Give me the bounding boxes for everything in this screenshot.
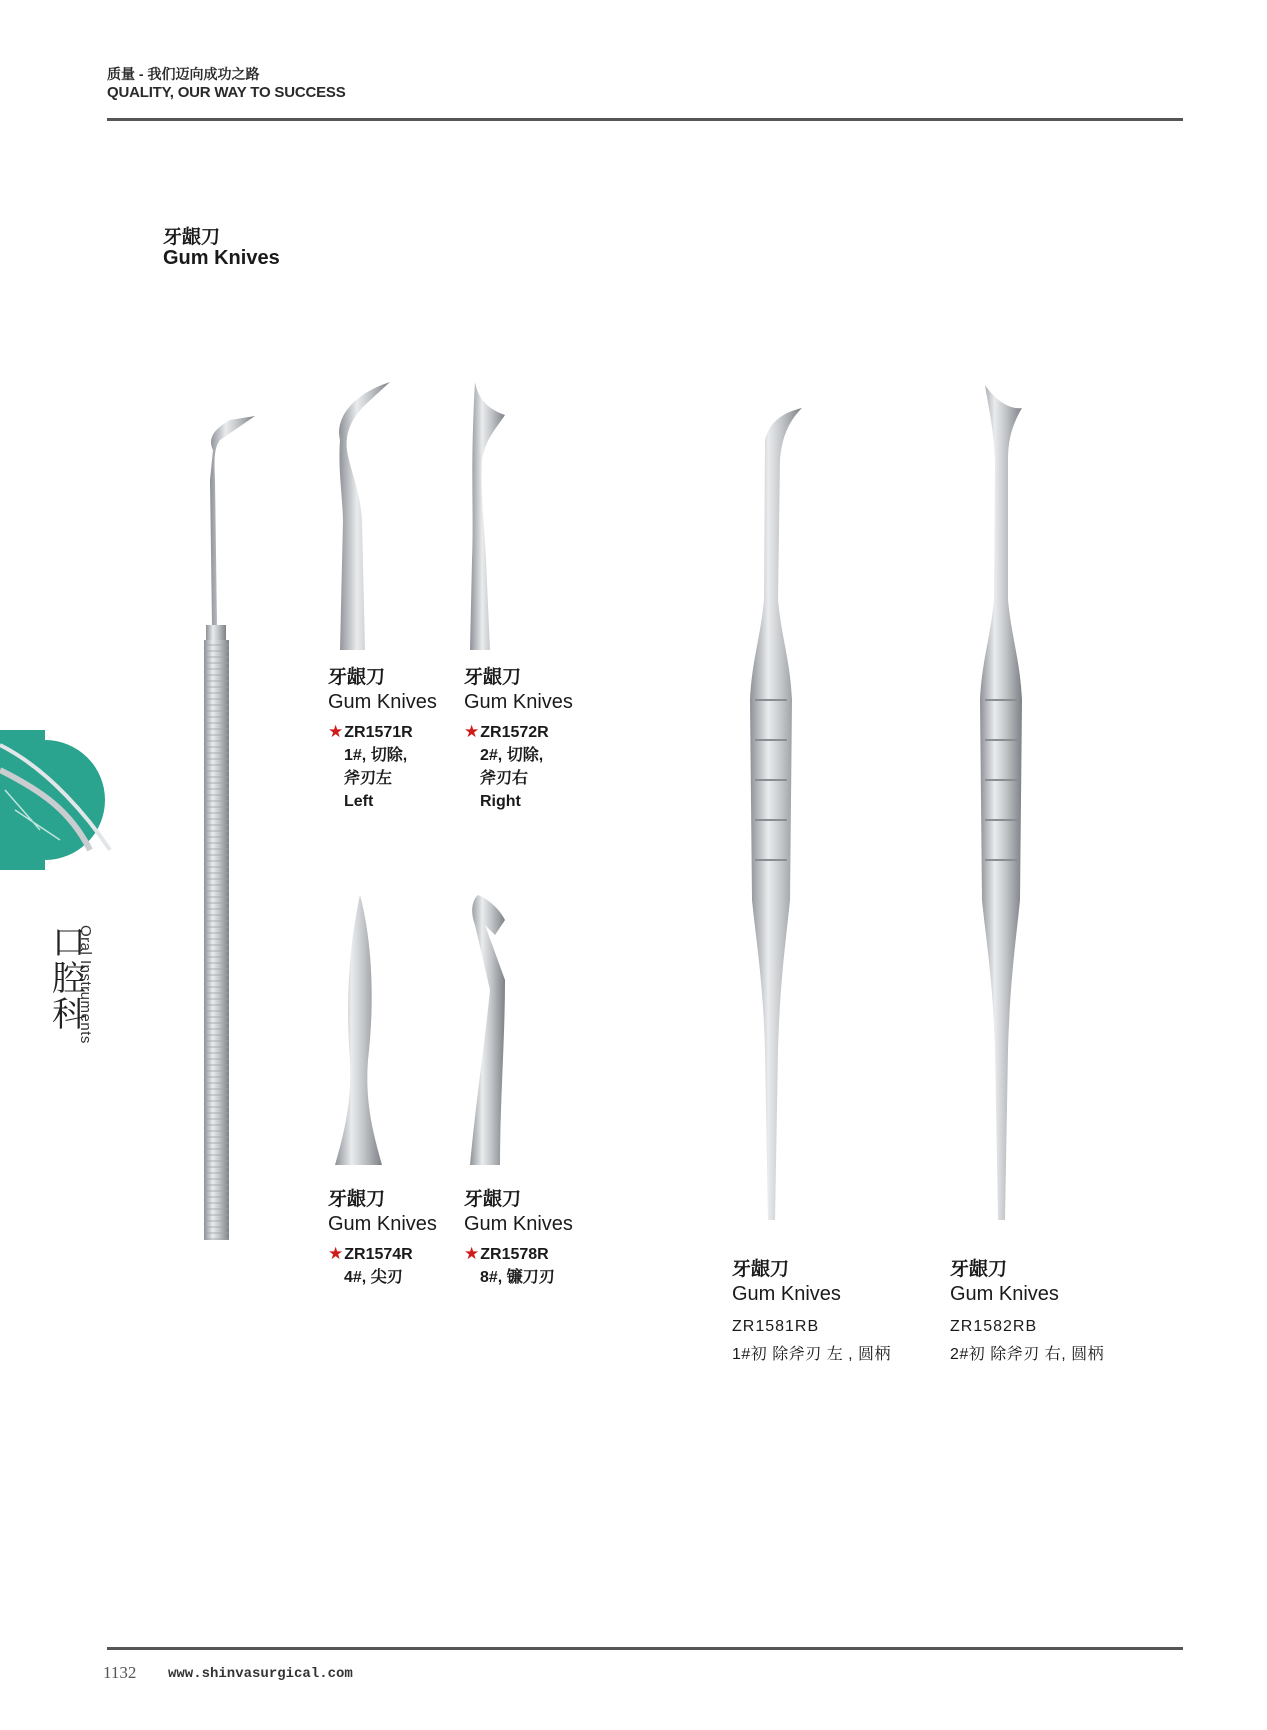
- product-desc: 2#初 除斧刃 右, 圆柄: [950, 1346, 1105, 1363]
- side-tab-english: Oral Instruments: [77, 925, 94, 1044]
- product-name-cn: 牙龈刀: [464, 667, 522, 688]
- product-name-cn: 牙龈刀: [328, 1189, 386, 1210]
- star-icon: ★: [464, 722, 480, 741]
- product-label-zr1571r: [328, 666, 458, 813]
- product-label-zr1578r: [464, 1188, 594, 1289]
- product-label-zr1572r: [464, 666, 594, 813]
- star-icon: ★: [328, 1244, 344, 1263]
- product-code: ★ZR1578R: [464, 1244, 549, 1263]
- product-code: ZR1582RB: [950, 1318, 1038, 1335]
- product-name-cn: 牙龈刀: [328, 667, 386, 688]
- section-title-english: Gum Knives: [163, 247, 280, 269]
- knife-zr1581rb: [750, 408, 802, 1220]
- header-chinese: 质量 - 我们迈向成功之路: [107, 66, 260, 82]
- knife-zr1571r-tip: [339, 382, 390, 650]
- product-name-en: Gum Knives: [464, 1213, 573, 1235]
- product-desc: Left: [344, 793, 374, 810]
- knife-zr1572r-tip: [470, 382, 505, 650]
- product-name-en: Gum Knives: [950, 1283, 1059, 1305]
- product-desc: 4#, 尖刃: [344, 1269, 403, 1286]
- product-code: ★ZR1574R: [328, 1244, 413, 1263]
- side-tab-badge: [0, 730, 110, 870]
- product-code: ZR1581RB: [732, 1318, 820, 1335]
- product-desc: 1#初 除斧刃 左 , 圆柄: [732, 1346, 892, 1363]
- knife-zr1574r-tip: [335, 895, 382, 1165]
- product-desc: 斧刃左: [344, 770, 393, 787]
- product-label-zr1574r: [328, 1188, 458, 1289]
- product-desc: 1#, 切除,: [344, 747, 408, 764]
- knife-zr1582rb: [980, 385, 1022, 1220]
- knife-long-handle: [204, 416, 255, 1240]
- star-icon: ★: [328, 722, 344, 741]
- side-tab-chinese: 口腔科: [52, 924, 86, 1034]
- product-desc: 斧刃右: [480, 770, 529, 787]
- page-number: 1132: [103, 1663, 137, 1682]
- product-desc: Right: [480, 793, 521, 810]
- product-desc: 2#, 切除,: [480, 747, 544, 764]
- header-english: QUALITY, OUR WAY TO SUCCESS: [107, 84, 346, 101]
- product-label-zr1582rb: [950, 1258, 1150, 1368]
- product-code: ★ZR1571R: [328, 722, 413, 741]
- section-title-chinese: 牙龈刀: [163, 227, 221, 248]
- product-name-en: Gum Knives: [328, 691, 437, 713]
- product-name-cn: 牙龈刀: [464, 1189, 522, 1210]
- product-name-en: Gum Knives: [328, 1213, 437, 1235]
- bottom-rule: [107, 1647, 1183, 1650]
- product-code: ★ZR1572R: [464, 722, 549, 741]
- product-name-en: Gum Knives: [464, 691, 573, 713]
- product-label-zr1581rb: [732, 1258, 932, 1368]
- product-name-cn: 牙龈刀: [950, 1259, 1008, 1280]
- top-rule: [107, 118, 1183, 121]
- product-name-cn: 牙龈刀: [732, 1259, 790, 1280]
- website-link[interactable]: www.shinvasurgical.com: [168, 1666, 353, 1682]
- product-desc: 8#, 镰刀刃: [480, 1269, 555, 1286]
- product-name-en: Gum Knives: [732, 1283, 841, 1305]
- star-icon: ★: [464, 1244, 480, 1263]
- knife-zr1578r-tip: [470, 895, 505, 1165]
